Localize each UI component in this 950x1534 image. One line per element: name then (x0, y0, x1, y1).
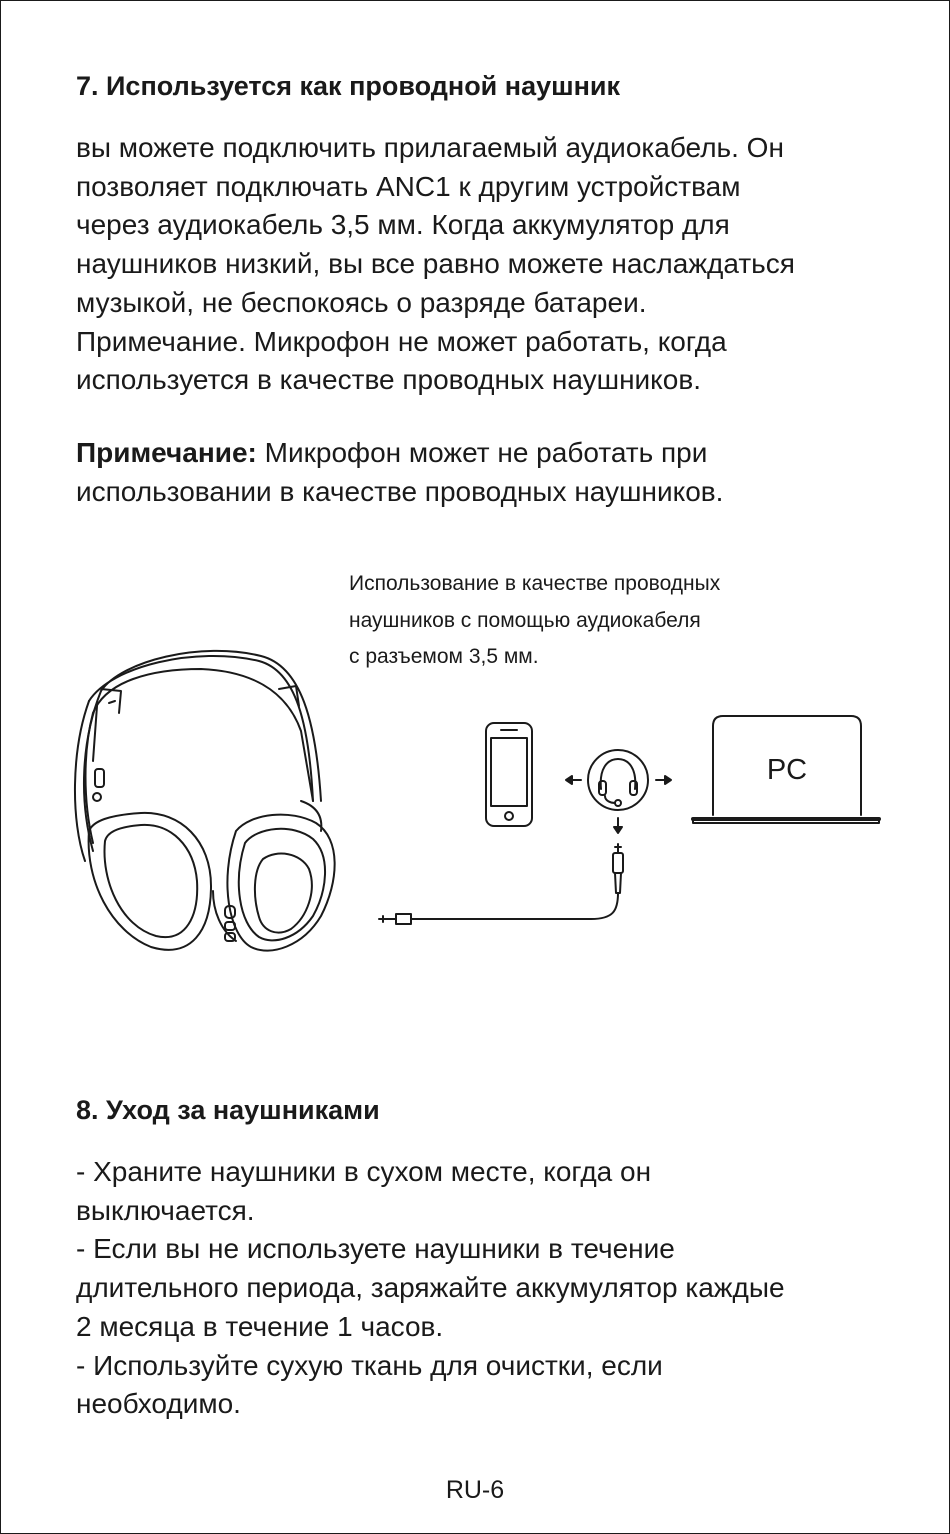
section-8-body (76, 1153, 906, 1424)
section-8-heading: 8. Уход за наушниками (76, 1095, 380, 1125)
body-line: выключается. (76, 1194, 255, 1226)
body-line: - Храните наушники в сухом месте, когда он (76, 1156, 652, 1187)
caption-line: Использование в качестве проводных (349, 572, 721, 595)
headset-circle-icon (588, 750, 648, 810)
body-line: необходимо. (76, 1388, 241, 1420)
body-line: Примечание. Микрофон не может работать, когда (76, 325, 727, 357)
pc-label: PC (766, 754, 808, 786)
note-text: Микрофон может не работать при (256, 437, 708, 468)
page-number: RU-6 (445, 1476, 505, 1504)
body-line: используется в качестве проводных наушников. (76, 364, 701, 396)
body-line: вы можете подключить прилагаемый аудиокабель. Он (76, 132, 784, 163)
body-line: длительного периода, заряжайте аккумулятор каждые (76, 1272, 785, 1304)
body-line: через аудиокабель 3,5 мм. Когда аккумулятор для (76, 209, 730, 241)
section-7-heading: 7. Используется как проводной наушник (76, 71, 621, 101)
arrow-left-icon (566, 776, 581, 784)
caption-line: с разъемом 3,5 мм. (349, 645, 539, 668)
arrow-right-icon (656, 776, 671, 784)
arrow-down-icon (614, 818, 622, 833)
headphones-icon (75, 651, 335, 951)
body-line: - Используйте сухую ткань для очистки, если (76, 1349, 663, 1381)
note-text: использовании в качестве проводных наушников. (76, 475, 724, 507)
body-line: музыкой, не беспокоясь о разряде батареи. (76, 286, 647, 318)
audio-cable-icon (379, 844, 623, 924)
caption-line: наушников с помощью аудиокабеля (349, 608, 701, 632)
body-line: - Если вы не используете наушники в течение (76, 1233, 675, 1265)
note-label: Примечание: (76, 437, 257, 468)
body-line: 2 месяца в течение 1 часов. (76, 1310, 444, 1342)
body-line: позволяет подключать ANC1 к другим устройствам (76, 170, 741, 202)
body-line: наушников низкий, вы все равно можете наслаждаться (76, 248, 795, 280)
smartphone-icon (486, 723, 532, 826)
